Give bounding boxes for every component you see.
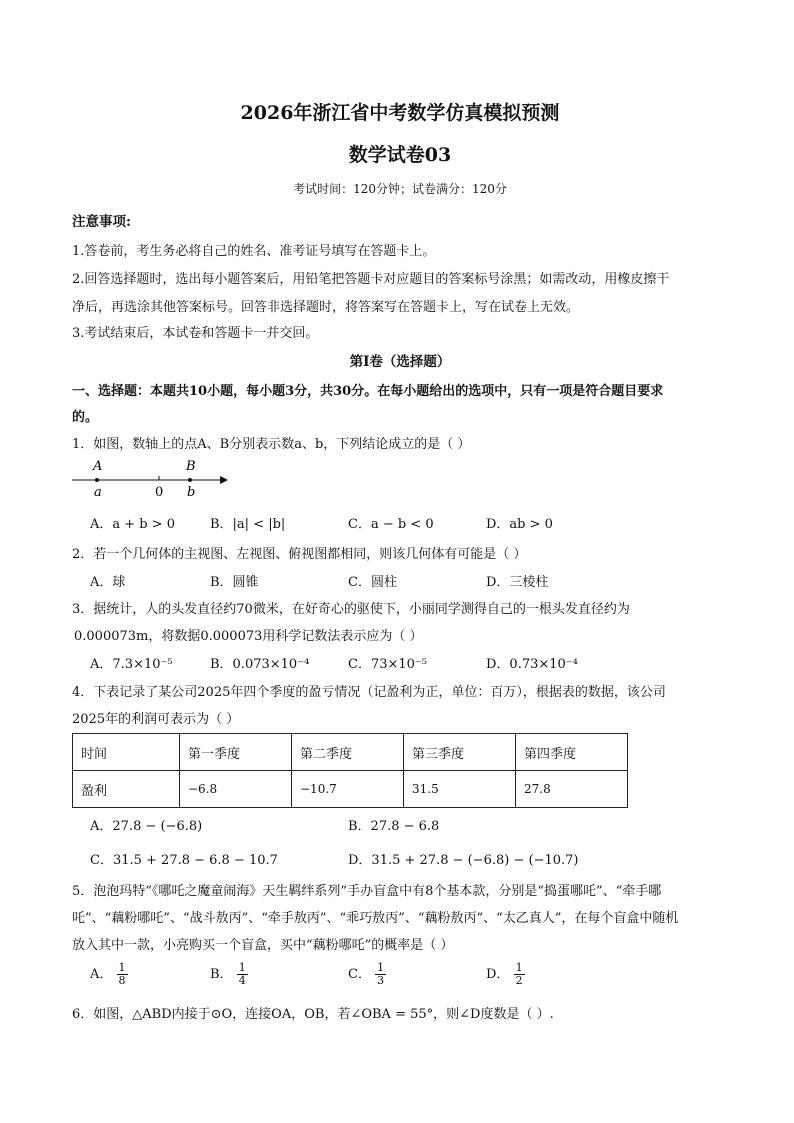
q1-number-line: [72, 456, 232, 502]
q4-option-c[interactable]: C．31.5 + 27.8 − 6.8 − 10.7: [90, 853, 278, 868]
section-intro: 一、选择题：本题共10小题，每小题3分，共30分。在每小题给出的选项中，只有一项是符合题目要求: [72, 384, 664, 399]
q4-stem-cont: 2025年的利润可表示为（ ）: [72, 712, 240, 727]
table-cell: −10.7: [292, 771, 404, 808]
fraction-denominator: 8: [118, 974, 126, 987]
zero-label: 0: [155, 485, 164, 500]
fraction-numerator: 1: [377, 961, 385, 974]
table-header-cell: 第一季度: [180, 734, 292, 771]
table-header-cell: 第四季度: [516, 734, 628, 771]
q1-option-b[interactable]: B．|a| < |b|: [210, 517, 286, 532]
q2-option-c[interactable]: C．圆柱: [348, 575, 397, 590]
point-b-var: b: [187, 485, 196, 500]
fraction: [117, 962, 128, 987]
notes-title: 注意事项:: [72, 214, 131, 230]
point-b-label: B: [186, 459, 196, 474]
q2-option-a[interactable]: A．球: [90, 575, 126, 590]
option-prefix: A．: [90, 967, 113, 982]
q3-option-d[interactable]: D．0.73×10⁻⁴: [486, 657, 578, 672]
table-header-cell: 时间: [73, 734, 180, 771]
table-cell: −6.8: [180, 771, 292, 808]
q1-stem: 1．如图，数轴上的点A、B分别表示数a、b，下列结论成立的是（ ）: [72, 437, 471, 452]
section-title: 第I卷（选择题）: [349, 354, 451, 370]
point-a-label: A: [93, 459, 103, 474]
q6-stem: 6．如图，△ABD内接于⊙O，连接OA，OB，若∠OBA = 55°，则∠D度数是（ ）.: [72, 1007, 554, 1022]
table-row: [73, 771, 628, 808]
option-prefix: C．: [348, 967, 371, 982]
notes-item: 2.回答选择题时，选出每小题答案后，用铅笔把答题卡对应题目的答案标号涂黑；如需改动，用橡皮擦干: [72, 272, 670, 287]
q4-option-d[interactable]: D．31.5 + 27.8 − (−6.8) − (−10.7): [348, 853, 579, 868]
q5-option-c[interactable]: [348, 962, 386, 987]
notes-item: 净后，再选涂其他答案标号。回答非选择题时，将答案写在答题卡上，写在试卷上无效。: [72, 300, 580, 315]
q2-stem: 2．若一个几何体的主视图、左视图、俯视图都相同，则该几何体有可能是（ ）: [72, 547, 527, 562]
fraction-numerator: 1: [515, 961, 523, 974]
q2-option-b[interactable]: B．圆锥: [210, 575, 259, 590]
table-cell: 盈利: [73, 771, 180, 808]
q5-stem: 5．泡泡玛特“《哪吒之魔童闹海》天生羁绊系列”手办盲盒中有8个基本款，分别是“捣蛋哪吒”、“牵手哪: [72, 884, 662, 899]
notes-item: 3.考试结束后，本试卷和答题卡一并交回。: [72, 326, 319, 341]
exam-title: 2026年浙江省中考数学仿真模拟预测: [240, 102, 560, 124]
q5-stem-cont2: 放入其中一款，小亮购买一个盲盒，买中“藕粉哪吒”的概率是（ ）: [72, 938, 454, 953]
point-a-dot: [95, 478, 99, 482]
q1-option-c[interactable]: C．a − b < 0: [348, 517, 434, 532]
q5-option-a[interactable]: [90, 962, 128, 987]
option-prefix: B．: [210, 967, 233, 982]
fraction-denominator: 4: [238, 974, 246, 987]
q5-stem-cont: 吒”、“藕粉哪吒”、“战斗敖丙”、“牵手敖丙”、“乖巧敖丙”、“藕粉敖丙”、“太乙真人”，在每个盲盒中随机: [72, 911, 679, 926]
q3-stem: 3．据统计，人的头发直径约70微米，在好奇心的驱使下，小丽同学测得自己的一根头发直径约为: [72, 602, 630, 617]
q3-option-a[interactable]: A．7.3×10⁻⁵: [90, 657, 173, 672]
q1-option-a[interactable]: A．a + b > 0: [90, 517, 176, 532]
fraction-numerator: 1: [238, 961, 246, 974]
q4-option-a[interactable]: A．27.8 − (−6.8): [90, 819, 203, 834]
fraction-denominator: 2: [515, 974, 523, 987]
fraction: [514, 962, 525, 987]
q2-option-d[interactable]: D．三棱柱: [486, 575, 549, 590]
q4-stem: 4．下表记录了某公司2025年四个季度的盈亏情况（记盈利为正，单位：百万），根据表的数据，该公司: [72, 685, 666, 700]
fraction: [237, 962, 248, 987]
fraction-numerator: 1: [118, 961, 126, 974]
exam-subtitle: 数学试卷03: [348, 144, 452, 166]
q3-stem-cont: 0.000073m，将数据0.000073用科学记数法表示应为（ ）: [74, 629, 423, 644]
notes-item: 1.答卷前，考生务必将自己的姓名、准考证号填写在答题卡上。: [72, 244, 436, 259]
exam-info: 考试时间：120分钟；试卷满分：120分: [293, 182, 507, 196]
option-prefix: D．: [486, 967, 510, 982]
fraction: [375, 962, 386, 987]
table-header-cell: 第二季度: [292, 734, 404, 771]
q1-option-d[interactable]: D．ab > 0: [486, 517, 553, 532]
section-intro-cont: 的。: [72, 410, 99, 425]
q4-profit-table: [72, 733, 628, 808]
q5-option-d[interactable]: [486, 962, 525, 987]
table-header-cell: 第三季度: [404, 734, 516, 771]
q4-option-b[interactable]: B．27.8 − 6.8: [348, 819, 440, 834]
q5-option-b[interactable]: [210, 962, 248, 987]
point-b-dot: [188, 478, 192, 482]
table-row: [73, 734, 628, 771]
fraction-denominator: 3: [377, 974, 385, 987]
table-cell: 31.5: [404, 771, 516, 808]
q3-option-b[interactable]: B．0.073×10⁻⁴: [210, 657, 310, 672]
q3-option-c[interactable]: C．73×10⁻⁵: [348, 657, 427, 672]
number-line-arrow: [220, 476, 228, 484]
table-cell: 27.8: [516, 771, 628, 808]
point-a-var: a: [94, 485, 102, 500]
